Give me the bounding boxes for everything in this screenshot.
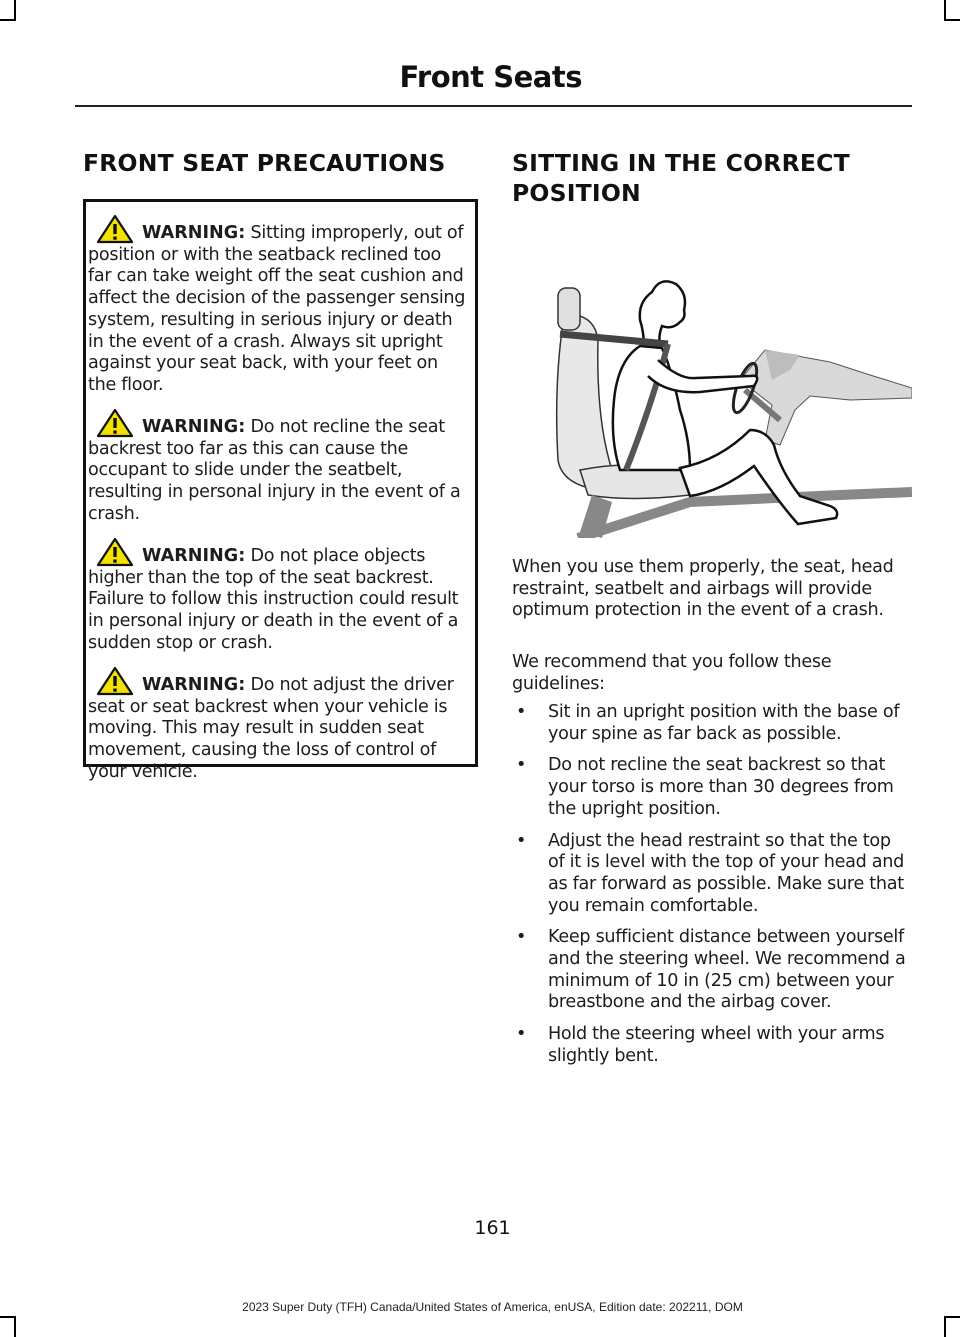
lead-paragraph: We recommend that you follow these guidelines: [512, 652, 832, 694]
crop-mark [944, 19, 960, 21]
guidelines-list [512, 702, 910, 1078]
warning-text: Do not recline the seat backrest too far as this can cause the occupant to slide under the seatbelt, resulting in personal injury in the event of a crash. [88, 417, 461, 524]
warning-text: Do not adjust the driver seat or seat backrest when your vehicle is moving. This may result in sudden seat movement, causing the loss of control of your vehicle. [88, 675, 454, 782]
warning-label: WARNING: [142, 675, 246, 695]
list-item [512, 831, 910, 918]
list-item [512, 927, 910, 1014]
warning-1 [88, 214, 467, 397]
crop-mark [14, 0, 16, 20]
list-item [512, 702, 910, 745]
sitting-position-heading-line1: SITTING IN THE CORRECT [512, 149, 850, 177]
warning-triangle-icon [96, 214, 134, 244]
list-item [512, 1024, 910, 1067]
list-item [512, 755, 910, 820]
crop-mark [944, 1316, 960, 1318]
intro-paragraph: When you use them properly, the seat, head restraint, seatbelt and airbags will provide optimum protection in the event of a crash. [512, 557, 894, 621]
warning-text: Sitting improperly, out of position or with the seatback reclined too far can take weight off the seat cushion and affect the decision of the passenger sensing system, resulting in serious injury or death in the event of a crash. Always sit upright against your seat back, with your feet on the floor. [88, 223, 466, 395]
crop-mark [944, 0, 946, 20]
warning-text: Do not place objects higher than the top of the seat backrest. Failure to follow this instruction could result in personal injury or death in the event of a sudden stop or crash. [88, 546, 459, 653]
crop-mark [944, 1317, 946, 1337]
warning-label: WARNING: [142, 417, 246, 437]
header-divider [75, 105, 912, 107]
footer-edition: 2023 Super Duty (TFH) Canada/United States of America, enUSA, Edition date: 202211, DOM [242, 1300, 743, 1314]
bullet-icon: • [516, 755, 527, 776]
warning-4 [88, 666, 467, 784]
warnings-box [83, 199, 478, 782]
warning-triangle-icon [96, 408, 134, 438]
warning-triangle-icon [96, 666, 134, 696]
list-item-text: Sit in an upright position with the base of your spine as far back as possible. [548, 702, 900, 744]
crop-mark [0, 1316, 16, 1318]
bullet-icon: • [516, 1024, 527, 1045]
list-item-text: Hold the steering wheel with your arms slightly bent. [548, 1024, 885, 1066]
warning-triangle-icon [96, 537, 134, 567]
list-item-text: Do not recline the seat backrest so that your torso is more than 30 degrees from the upright position. [548, 755, 894, 819]
warning-label: WARNING: [142, 546, 246, 566]
bullet-icon: • [516, 702, 527, 722]
warning-2 [88, 408, 467, 526]
section-title: Front Seats [399, 60, 582, 94]
bullet-icon: • [516, 927, 527, 948]
warning-label: WARNING: [142, 223, 246, 243]
list-item-text: Keep sufficient distance between yourself and the steering wheel. We recommend a minimum of 10 in (25 cm) between your breastbone and the airbag cover. [548, 927, 906, 1013]
crop-mark [0, 19, 16, 21]
sitting-position-heading-line2: POSITION [512, 179, 641, 207]
page-number: 161 [474, 1217, 511, 1239]
crop-mark [14, 1317, 16, 1337]
front-seat-precautions-heading: FRONT SEAT PRECAUTIONS [83, 149, 446, 177]
seated-driver-illustration [540, 270, 912, 538]
warning-3 [88, 537, 467, 655]
bullet-icon: • [516, 830, 527, 851]
list-item-text: Adjust the head restraint so that the top of it is level with the top of your head and as far forward as possible. Make sure that you remain comfortable. [548, 830, 904, 916]
